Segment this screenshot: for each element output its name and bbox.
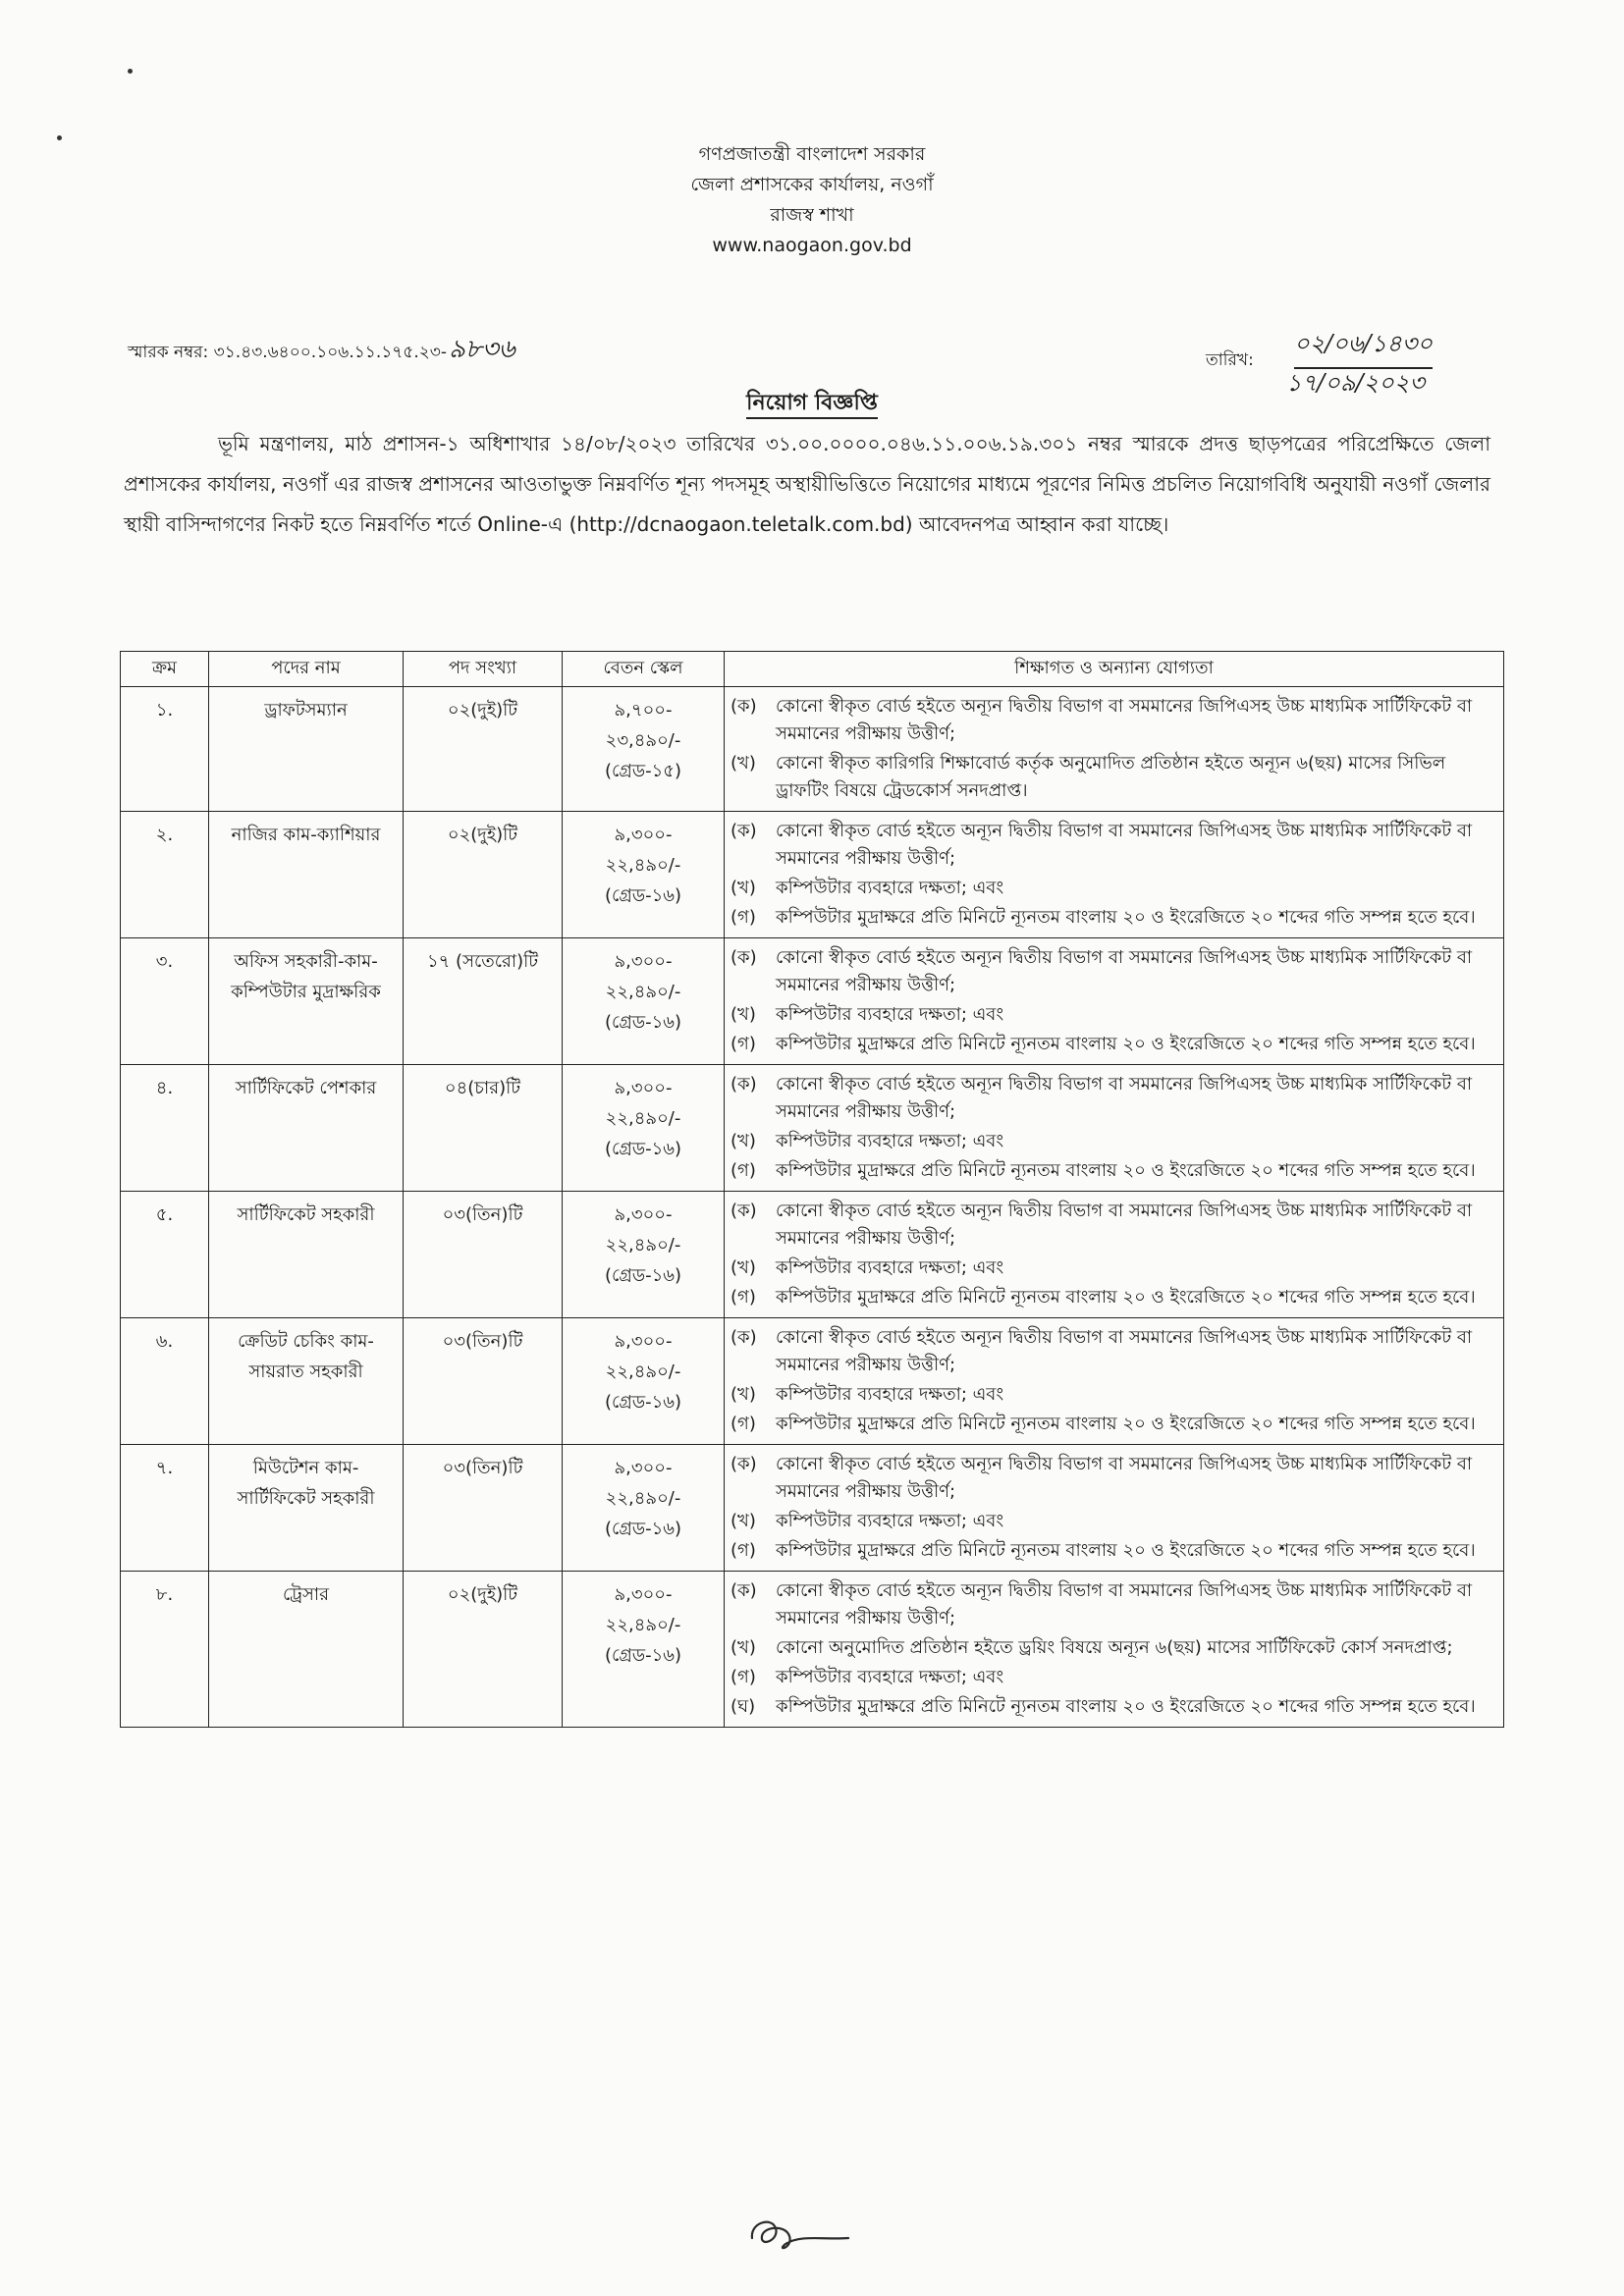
qualification-text: কম্পিউটার মুদ্রাক্ষরে প্রতি মিনিটে ন্যূনতম বাংলায় ২০ ও ইংরেজিতে ২০ শব্দের গতি সম্পন্ন হতে হবে। <box>776 1540 1476 1561</box>
cell-post-name: মিউটেশন কাম-সার্টিফিকেট সহকারী <box>209 1445 404 1572</box>
memo-label: স্মারক নম্বর: <box>128 343 209 362</box>
signature-initial <box>746 2209 854 2258</box>
table-header-row <box>121 652 1504 687</box>
cell-pay-scale <box>563 1065 725 1192</box>
pay-scale-min: ৯,৩০০- <box>614 825 673 845</box>
cell-post-name: ক্রেডিট চেকিং কাম-সায়রাত সহকারী <box>209 1318 404 1445</box>
table-row <box>121 1318 1504 1445</box>
pay-scale-min: ৯,৭০০- <box>614 700 673 721</box>
pay-grade: (গ্রেড-১৬) <box>605 1519 681 1539</box>
cell-serial: ১. <box>121 687 209 812</box>
qualification-item <box>731 1071 1495 1126</box>
pay-scale-min: ৯,৩০০- <box>614 1584 673 1605</box>
qualification-text: কম্পিউটার মুদ্রাক্ষরে প্রতি মিনিটে ন্যূনতম বাংলায় ২০ ও ইংরেজিতে ২০ শব্দের গতি সম্পন্ন হতে হবে। <box>776 1034 1476 1054</box>
qualification-text: কম্পিউটার ব্যবহারে দক্ষতা; এবং <box>776 1667 1004 1687</box>
qualification-item <box>731 1198 1495 1253</box>
qualification-text: কোনো স্বীকৃত বোর্ড হইতে অন্যূন দ্বিতীয় বিভাগ বা সমমানের জিপিএসহ উচ্চ মাধ্যমিক সার্টিফিকেট বা সমমানের পরীক্ষায় উত্তীর্ণ; <box>776 1454 1473 1502</box>
cell-qualifications <box>725 1318 1504 1445</box>
qualification-key: (খ) <box>731 753 756 774</box>
qualification-text: কোনো স্বীকৃত বোর্ড হইতে অন্যূন দ্বিতীয় বিভাগ বা সমমানের জিপিএসহ উচ্চ মাধ্যমিক সার্টিফিকেট বা সমমানের পরীক্ষায় উত্তীর্ণ; <box>776 696 1473 744</box>
pay-scale-min: ৯,৩০০- <box>614 951 673 972</box>
pay-scale-min: ৯,৩০০- <box>614 1078 673 1098</box>
qualification-text: কম্পিউটার ব্যবহারে দক্ষতা; এবং <box>776 1257 1004 1278</box>
qualification-key: (খ) <box>731 1637 756 1658</box>
qualification-key: (গ) <box>731 1287 756 1308</box>
cell-serial: ৭. <box>121 1445 209 1572</box>
pay-scale-max: ২২,৪৯০/- <box>605 1488 681 1509</box>
pay-scale-max: ২৩,৪৯০/- <box>605 730 681 751</box>
qualification-item <box>731 1664 1495 1691</box>
cell-pay-scale <box>563 1572 725 1728</box>
table-row <box>121 687 1504 812</box>
qualification-key: (গ) <box>731 1414 756 1434</box>
qualification-text: কোনো স্বীকৃত বোর্ড হইতে অন্যূন দ্বিতীয় বিভাগ বা সমমানের জিপিএসহ উচ্চ মাধ্যমিক সার্টিফিকেট বা সমমানের পরীক্ষায় উত্তীর্ণ; <box>776 821 1473 869</box>
pay-grade: (গ্রেড-১৬) <box>605 885 681 906</box>
header-serial: ক্রম <box>121 652 209 687</box>
qualification-key: (ক) <box>731 1074 757 1095</box>
qualification-item <box>731 875 1495 902</box>
cell-pay-scale <box>563 1192 725 1318</box>
qualification-text: কোনো স্বীকৃত বোর্ড হইতে অন্যূন দ্বিতীয় বিভাগ বা সমমানের জিপিএসহ উচ্চ মাধ্যমিক সার্টিফিকেট বা সমমানের পরীক্ষায় উত্তীর্ণ; <box>776 947 1473 995</box>
qualification-text: কোনো স্বীকৃত বোর্ড হইতে অন্যূন দ্বিতীয় বিভাগ বা সমমানের জিপিএসহ উচ্চ মাধ্যমিক সার্টিফিকেট বা সমমানের পরীক্ষায় উত্তীর্ণ; <box>776 1074 1473 1122</box>
qualification-key: (ক) <box>731 1201 757 1221</box>
table-row <box>121 1192 1504 1318</box>
office-name: জেলা প্রশাসকের কার্যালয়, নওগাঁ <box>690 174 934 195</box>
qualification-text: কম্পিউটার মুদ্রাক্ষরে প্রতি মিনিটে ন্যূনতম বাংলায় ২০ ও ইংরেজিতে ২০ শব্দের গতি সম্পন্ন হতে হবে। <box>776 907 1476 928</box>
memo-number-value: ৩১.৪৩.৬৪০০.১০৬.১১.১৭৫.২৩- <box>213 343 447 362</box>
cell-serial: ২. <box>121 812 209 938</box>
cell-post-count: ০২(দুই)টি <box>404 812 563 938</box>
qualification-item <box>731 750 1495 805</box>
qualification-item <box>731 1381 1495 1409</box>
pay-grade: (গ্রেড-১৬) <box>605 1265 681 1286</box>
pay-scale-min: ৯,৩০০- <box>614 1331 673 1352</box>
qualification-item <box>731 1411 1495 1438</box>
pay-grade: (গ্রেড-১৬) <box>605 1139 681 1159</box>
date-label: তারিখ: <box>1206 350 1254 370</box>
cell-serial: ৩. <box>121 938 209 1065</box>
scan-speck <box>128 69 133 74</box>
qualification-key: (ঘ) <box>731 1696 756 1717</box>
qualification-item <box>731 1577 1495 1632</box>
pay-scale-max: ২২,৪৯০/- <box>605 1615 681 1635</box>
qualification-text: কম্পিউটার ব্যবহারে দক্ষতা; এবং <box>776 1384 1004 1405</box>
qualification-item <box>731 1284 1495 1311</box>
pay-scale-max: ২২,৪৯০/- <box>605 982 681 1002</box>
qualification-item <box>731 1537 1495 1565</box>
cell-post-name: সার্টিফিকেট পেশকার <box>209 1065 404 1192</box>
cell-pay-scale <box>563 812 725 938</box>
qualification-key: (ক) <box>731 1454 757 1474</box>
qualification-text: কম্পিউটার মুদ্রাক্ষরে প্রতি মিনিটে ন্যূনতম বাংলায় ২০ ও ইংরেজিতে ২০ শব্দের গতি সম্পন্ন হতে হবে। <box>776 1160 1476 1181</box>
qualification-item <box>731 1128 1495 1155</box>
pay-grade: (গ্রেড-১৬) <box>605 1012 681 1033</box>
cell-pay-scale <box>563 687 725 812</box>
pay-grade: (গ্রেড-১৬) <box>605 1645 681 1666</box>
qualification-text: কম্পিউটার ব্যবহারে দক্ষতা; এবং <box>776 1131 1004 1151</box>
qualification-item <box>731 1001 1495 1029</box>
qualification-item <box>731 1451 1495 1506</box>
cell-post-name: সার্টিফিকেট সহকারী <box>209 1192 404 1318</box>
cell-qualifications <box>725 1192 1504 1318</box>
qualification-text: কোনো স্বীকৃত বোর্ড হইতে অন্যূন দ্বিতীয় বিভাগ বা সমমানের জিপিএসহ উচ্চ মাধ্যমিক সার্টিফিকেট বা সমমানের পরীক্ষায় উত্তীর্ণ; <box>776 1201 1473 1249</box>
date-gregorian: ১৭/০৯/২০২৩ <box>1286 369 1425 397</box>
pay-scale-max: ২২,৪৯০/- <box>605 855 681 876</box>
qualification-item <box>731 1031 1495 1058</box>
cell-post-name: অফিস সহকারী-কাম-কম্পিউটার মুদ্রাক্ষরিক <box>209 938 404 1065</box>
qualification-key: (ক) <box>731 821 757 841</box>
qualification-item <box>731 1634 1495 1662</box>
table-row <box>121 1572 1504 1728</box>
pay-scale-min: ৯,৩০০- <box>614 1204 673 1225</box>
qualification-text: কম্পিউটার মুদ্রাক্ষরে প্রতি মিনিটে ন্যূনতম বাংলায় ২০ ও ইংরেজিতে ২০ শব্দের গতি সম্পন্ন হতে হবে। <box>776 1696 1476 1717</box>
pay-scale-max: ২২,৪৯০/- <box>605 1235 681 1255</box>
qualification-text: কোনো স্বীকৃত বোর্ড হইতে অন্যূন দ্বিতীয় বিভাগ বা সমমানের জিপিএসহ উচ্চ মাধ্যমিক সার্টিফিকেট বা সমমানের পরীক্ষায় উত্তীর্ণ; <box>776 1327 1473 1375</box>
intro-text: ভূমি মন্ত্রণালয়, মাঠ প্রশাসন-১ অধিশাখার ১৪/০৮/২০২৩ তারিখের ৩১.০০.০০০০.০৪৬.১১.০০৬.১৯.৩০১ নম্বর স্মারকে প্রদত্ত ছাড়পত্রের পরিপ্রেক্ষিতে জেলা প্রশাসকের কার্যালয়, নওগাঁ এর রাজস্ব প্রশাসনের আওতাভুক্ত নিম্নবর্ণিত শূন্য পদসমূহ অস্থায়ীভিত্তিতে নিয়োগের মাধ্যমে পূরণের নিমিত্ত প্রচলিত নিয়োগবিধি অনুযায়ী নওগাঁ জেলার স্থায়ী বাসিন্দাগণের নিকট হতে নিম্নবর্ণিত শর্তে Online-এ (http://dcnaogaon.teletalk.com.bd) আবেদনপত্র আহ্বান করা যাচ্ছে। <box>124 432 1490 536</box>
qualification-key: (গ) <box>731 1667 756 1687</box>
letterhead <box>0 139 1624 261</box>
qualification-item <box>731 904 1495 932</box>
header-scale: বেতন স্কেল <box>563 652 725 687</box>
qualification-text: কোনো স্বীকৃত কারিগরি শিক্ষাবোর্ড কর্তৃক অনুমোদিত প্রতিষ্ঠান হইতে অন্যূন ৬(ছয়) মাসের সিভিল ড্রাফটিং বিষয়ে ট্রেডকোর্স সনদপ্রাপ্ত। <box>776 753 1446 801</box>
qualification-text: কম্পিউটার ব্যবহারে দক্ষতা; এবং <box>776 1004 1004 1025</box>
qualification-text: কম্পিউটার ব্যবহারে দক্ষতা; এবং <box>776 878 1004 898</box>
cell-serial: ৪. <box>121 1065 209 1192</box>
cell-pay-scale <box>563 1445 725 1572</box>
header-post: পদের নাম <box>209 652 404 687</box>
pay-grade: (গ্রেড-১৫) <box>605 761 681 781</box>
table-body <box>121 687 1504 1728</box>
pay-scale-min: ৯,৩০০- <box>614 1458 673 1478</box>
cell-serial: ৮. <box>121 1572 209 1728</box>
header-count: পদ সংখ্যা <box>404 652 563 687</box>
qualification-key: (খ) <box>731 1257 756 1278</box>
cell-pay-scale <box>563 1318 725 1445</box>
qualification-key: (ক) <box>731 947 757 968</box>
qualification-key: (ক) <box>731 1580 757 1601</box>
table-row <box>121 1065 1504 1192</box>
qualification-key: (খ) <box>731 1131 756 1151</box>
table-row <box>121 1445 1504 1572</box>
vacancy-table <box>120 651 1504 1728</box>
qualification-text: কম্পিউটার মুদ্রাক্ষরে প্রতি মিনিটে ন্যূনতম বাংলায় ২০ ও ইংরেজিতে ২০ শব্দের গতি সম্পন্ন হতে হবে। <box>776 1414 1476 1434</box>
cell-qualifications <box>725 687 1504 812</box>
header-qualification: শিক্ষাগত ও অন্যান্য যোগ্যতা <box>725 652 1504 687</box>
cell-qualifications <box>725 1065 1504 1192</box>
qualification-key: (ক) <box>731 696 757 717</box>
notice-title: নিয়োগ বিজ্ঞপ্তি <box>0 386 1624 422</box>
cell-qualifications <box>725 812 1504 938</box>
cell-post-count: ০৪(চার)টি <box>404 1065 563 1192</box>
cell-post-count: ০৩(তিন)টি <box>404 1318 563 1445</box>
cell-post-count: ০৩(তিন)টি <box>404 1192 563 1318</box>
qualification-key: (গ) <box>731 1160 756 1181</box>
qualification-key: (গ) <box>731 1540 756 1561</box>
qualification-item <box>731 1508 1495 1535</box>
table-row <box>121 938 1504 1065</box>
table-row <box>121 812 1504 938</box>
qualification-key: (খ) <box>731 1511 756 1531</box>
memo-handwritten-number: ৯৮৩৬ <box>448 335 515 364</box>
cell-serial: ৫. <box>121 1192 209 1318</box>
cell-qualifications <box>725 938 1504 1065</box>
cell-post-count: ০২(দুই)টি <box>404 1572 563 1728</box>
cell-qualifications <box>725 1445 1504 1572</box>
qualification-item <box>731 818 1495 873</box>
pay-scale-max: ২২,৪৯০/- <box>605 1362 681 1382</box>
qualification-key: (খ) <box>731 878 756 898</box>
pay-scale-max: ২২,৪৯০/- <box>605 1108 681 1129</box>
date-bangla: ০২/০৬/১৪৩০ <box>1294 326 1433 369</box>
qualification-item <box>731 1693 1495 1721</box>
cell-post-name: ড্রাফটসম্যান <box>209 687 404 812</box>
qualification-text: কোনো অনুমোদিত প্রতিষ্ঠান হইতে ড্রয়িং বিষয়ে অন্যূন ৬(ছয়) মাসের সার্টিফিকেট কোর্স সনদপ্রাপ্ত; <box>776 1637 1453 1658</box>
qualification-key: (খ) <box>731 1004 756 1025</box>
qualification-key: (ক) <box>731 1327 757 1348</box>
cell-post-count: ০২(দুই)টি <box>404 687 563 812</box>
qualification-item <box>731 1255 1495 1282</box>
qualification-key: (গ) <box>731 907 756 928</box>
cell-pay-scale <box>563 938 725 1065</box>
cell-post-name: নাজির কাম-ক্যাশিয়ার <box>209 812 404 938</box>
qualification-item <box>731 693 1495 748</box>
pay-grade: (গ্রেড-১৬) <box>605 1392 681 1413</box>
cell-serial: ৬. <box>121 1318 209 1445</box>
qualification-item <box>731 1157 1495 1185</box>
cell-post-count: ১৭ (সতেরো)টি <box>404 938 563 1065</box>
cell-post-name: ট্রেসার <box>209 1572 404 1728</box>
qualification-item <box>731 944 1495 999</box>
qualification-text: কম্পিউটার ব্যবহারে দক্ষতা; এবং <box>776 1511 1004 1531</box>
section-name: রাজস্ব শাখা <box>770 204 854 226</box>
qualification-key: (খ) <box>731 1384 756 1405</box>
cell-qualifications <box>725 1572 1504 1728</box>
qualification-text: কোনো স্বীকৃত বোর্ড হইতে অন্যূন দ্বিতীয় বিভাগ বা সমমানের জিপিএসহ উচ্চ মাধ্যমিক সার্টিফিকেট বা সমমানের পরীক্ষায় উত্তীর্ণ; <box>776 1580 1473 1629</box>
qualification-text: কম্পিউটার মুদ্রাক্ষরে প্রতি মিনিটে ন্যূনতম বাংলায় ২০ ও ইংরেজিতে ২০ শব্দের গতি সম্পন্ন হতে হবে। <box>776 1287 1476 1308</box>
qualification-key: (গ) <box>731 1034 756 1054</box>
cell-post-count: ০৩(তিন)টি <box>404 1445 563 1572</box>
intro-paragraph <box>124 424 1490 545</box>
qualification-item <box>731 1324 1495 1379</box>
memo-number <box>128 329 515 372</box>
website-link[interactable]: www.naogaon.gov.bd <box>712 235 912 256</box>
government-name: গণপ্রজাতন্ত্রী বাংলাদেশ সরকার <box>698 143 926 165</box>
